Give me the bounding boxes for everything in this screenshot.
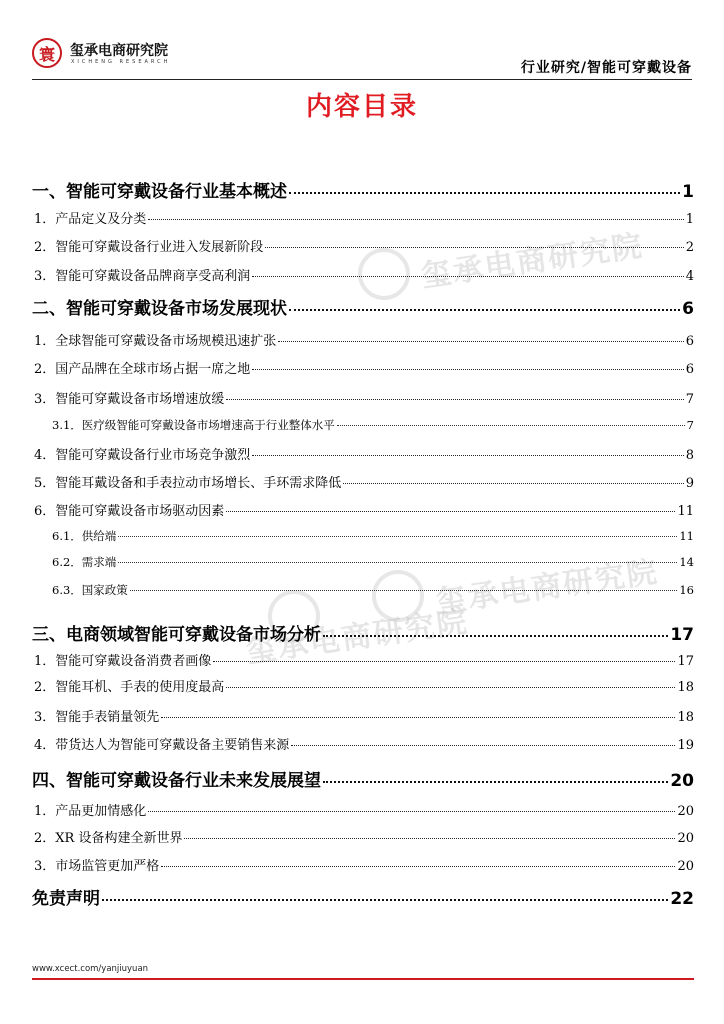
- toc-entry-label: 6.1．供给端: [52, 529, 117, 543]
- report-category: 行业研究/智能可穿戴设备: [520, 60, 692, 76]
- toc-dot-leader: [118, 536, 677, 537]
- toc-dot-leader: [289, 192, 680, 194]
- toc-entry-label: 四、智能可穿戴设备行业未来发展展望: [32, 771, 321, 791]
- page-header: [0, 0, 724, 82]
- toc-entry-label: 4．带货达人为智能可穿戴设备主要销售来源: [34, 738, 290, 753]
- toc-entry-label: 1．产品定义及分类: [34, 212, 147, 227]
- toc-entry-level-2[interactable]: [32, 388, 694, 407]
- footer-url[interactable]: www.xcect.com/yanjiuyuan: [32, 964, 149, 974]
- toc-dot-leader: [278, 341, 683, 342]
- toc-entry-level-2[interactable]: [32, 734, 694, 753]
- toc-dot-leader: [343, 483, 683, 484]
- toc-dot-leader: [291, 745, 675, 746]
- toc-entry-label: 2．国产品牌在全球市场占据一席之地: [34, 362, 251, 377]
- toc-entry-label: 三、电商领域智能可穿戴设备市场分析: [32, 625, 321, 645]
- toc-entry-level-2[interactable]: [32, 827, 694, 846]
- toc-entry-page: 16: [679, 583, 694, 597]
- toc-entry-label: 3．智能可穿戴设备市场增速放缓: [34, 392, 225, 407]
- toc-entry-label: 3．市场监管更加严格: [34, 859, 160, 874]
- toc-entry-page: 17: [677, 654, 694, 669]
- toc-entry-level-1[interactable]: [32, 620, 694, 645]
- logo-seal-icon: 寰: [32, 38, 62, 68]
- toc-entry-page: 1: [682, 182, 694, 202]
- header-divider: [32, 79, 692, 80]
- toc-entry-label: 3.1．医疗级智能可穿戴设备市场增速高于行业整体水平: [52, 418, 335, 432]
- toc-dot-leader: [323, 781, 668, 783]
- toc-entry-page: 8: [685, 448, 694, 463]
- toc-entry-label: 2．XR 设备构建全新世界: [34, 831, 183, 846]
- toc-entry-level-2[interactable]: [32, 236, 694, 255]
- watermark: 玺承电商研究院: [244, 604, 471, 671]
- toc-dot-leader: [226, 511, 675, 512]
- watermark: 玺承电商研究院: [434, 554, 661, 621]
- toc-entry-level-3[interactable]: [32, 582, 694, 598]
- toc-entry-page: 6: [685, 334, 694, 349]
- toc-entry-page: 11: [679, 529, 694, 543]
- toc-entry-label: 3．智能手表销量领先: [34, 710, 160, 725]
- toc-entry-page: 9: [685, 476, 694, 491]
- toc-dot-leader: [118, 562, 677, 563]
- toc-entry-level-3[interactable]: [32, 417, 694, 433]
- toc-entry-level-2[interactable]: [32, 444, 694, 463]
- toc-entry-page: 6: [685, 362, 694, 377]
- toc-entry-page: 7: [686, 418, 694, 432]
- toc-entry-level-2[interactable]: [32, 706, 694, 725]
- toc-entry-level-2[interactable]: [32, 500, 694, 519]
- watermark: 玺承电商研究院: [419, 228, 646, 295]
- toc-entry-page: 18: [677, 680, 694, 695]
- toc-entry-label: 6．智能可穿戴设备市场驱动因素: [34, 504, 225, 519]
- toc-entry-label: 2．智能可穿戴设备行业进入发展新阶段: [34, 240, 264, 255]
- toc-entry-level-3[interactable]: [32, 554, 694, 570]
- toc-entry-page: 14: [679, 555, 694, 569]
- toc-entry-page: 18: [677, 710, 694, 725]
- toc-entry-label: 1．全球智能可穿戴设备市场规模迅速扩张: [34, 334, 277, 349]
- toc-dot-leader: [265, 247, 683, 248]
- toc-dot-leader: [226, 687, 675, 688]
- toc-entry-level-2[interactable]: [32, 265, 694, 284]
- toc-entry-level-3[interactable]: [32, 528, 694, 544]
- toc-entry-label: 2．智能耳机、手表的使用度最高: [34, 680, 225, 695]
- page-title: 内容目录: [305, 92, 418, 122]
- toc-entry-page: 1: [685, 212, 694, 227]
- toc-dot-leader: [148, 219, 683, 220]
- toc-entry-page: 20: [677, 804, 694, 819]
- toc-entry-page: 6: [682, 299, 694, 319]
- org-name: 玺承电商研究院: [70, 43, 168, 59]
- toc-dot-leader: [102, 899, 668, 901]
- toc-entry-level-1[interactable]: [32, 884, 694, 909]
- toc-entry-level-2[interactable]: [32, 330, 694, 349]
- toc-entry-label: 二、智能可穿戴设备市场发展现状: [32, 299, 287, 319]
- toc-entry-level-2[interactable]: [32, 650, 694, 669]
- toc-entry-label: 3．智能可穿戴设备品牌商享受高利润: [34, 269, 251, 284]
- toc-dot-leader: [289, 309, 680, 311]
- footer-divider: [32, 978, 694, 980]
- toc-dot-leader: [213, 661, 675, 662]
- toc-entry-page: 17: [670, 625, 694, 645]
- toc-entry-page: 4: [685, 269, 694, 284]
- toc-entry-page: 20: [677, 831, 694, 846]
- toc-dot-leader: [130, 590, 678, 591]
- toc-entry-level-1[interactable]: [32, 294, 694, 319]
- toc-entry-page: 7: [685, 392, 694, 407]
- toc-entry-level-1[interactable]: [32, 177, 694, 202]
- toc-entry-label: 免责声明: [32, 889, 100, 909]
- toc-entry-page: 19: [677, 738, 694, 753]
- toc-dot-leader: [252, 369, 683, 370]
- toc-entry-label: 5．智能耳戴设备和手表拉动市场增长、手环需求降低: [34, 476, 342, 491]
- toc-dot-leader: [184, 838, 675, 839]
- toc-dot-leader: [161, 866, 675, 867]
- toc-dot-leader: [252, 276, 683, 277]
- toc-entry-page: 22: [670, 889, 694, 909]
- toc-entry-label: 6.3．国家政策: [52, 583, 128, 597]
- toc-dot-leader: [323, 635, 668, 637]
- toc-dot-leader: [226, 399, 683, 400]
- toc-entry-level-2[interactable]: [32, 855, 694, 874]
- toc-dot-leader: [337, 425, 685, 426]
- toc-dot-leader: [161, 717, 675, 718]
- toc-dot-leader: [252, 455, 683, 456]
- toc-entry-level-2[interactable]: [32, 208, 694, 227]
- toc-entry-level-2[interactable]: [32, 676, 694, 695]
- toc-entry-level-2[interactable]: [32, 472, 694, 491]
- toc-entry-label: 一、智能可穿戴设备行业基本概述: [32, 182, 287, 202]
- toc-dot-leader: [148, 811, 675, 812]
- toc-entry-label: 6.2．需求端: [52, 555, 117, 569]
- toc-entry-level-2[interactable]: [32, 800, 694, 819]
- toc-entry-label: 1．智能可穿戴设备消费者画像: [34, 654, 212, 669]
- toc-entry-page: 11: [677, 504, 694, 519]
- toc-entry-level-2[interactable]: [32, 358, 694, 377]
- toc-entry-label: 1．产品更加情感化: [34, 804, 147, 819]
- toc-entry-page: 20: [677, 859, 694, 874]
- toc-entry-page: 2: [685, 240, 694, 255]
- toc-entry-label: 4．智能可穿戴设备行业市场竞争激烈: [34, 448, 251, 463]
- toc-entry-page: 20: [670, 771, 694, 791]
- toc-entry-level-1[interactable]: [32, 766, 694, 791]
- org-name-en: XICHENG RESEARCH: [71, 59, 171, 65]
